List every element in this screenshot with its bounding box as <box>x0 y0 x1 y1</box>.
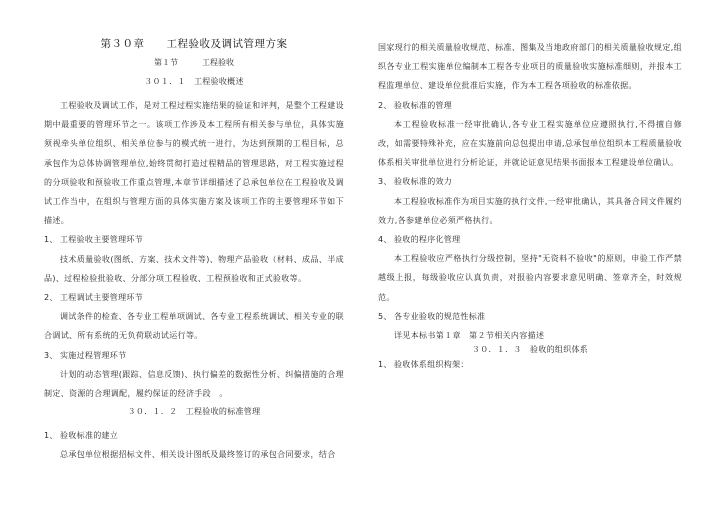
list-paragraph: 本工程验收应严格执行分级控制，坚持"无资料不验收"的原则，申验工作严禁越级上报，每级验收应认真负责，对报验内容要求意见明确、签章齐全，时效规范。 <box>378 254 682 302</box>
list-paragraph: 详见本标书第１章 第２节相关内容描述 <box>394 331 545 341</box>
chapter-title: 第３０章 工程验收及调试管理方案 <box>100 38 288 50</box>
continued-paragraph: 国家现行的相关质量验收规范、标准、图集及当地政府部门的相关质量验收规定,组织各专业工程实施单位编制本工程各专业项目的质量验收实施标准细则，并报本工程监理单位、建设单位批准后实施，作为本工程各项验收的标准依据。 <box>378 43 682 91</box>
list-paragraph: 技术质量验收(图纸、方案、技术文件等)、物理产品验收（材料、成品、半成品)、过程检验批验收、分部分项工程验收、工程预验收和正式验收等。 <box>44 254 344 283</box>
right-column <box>378 38 682 374</box>
list-paragraph: 计划的动态管理(跟踪、信息反馈)、执行偏差的数据性分析、纠偏措施的合理制定、资源的合理调配，履约保证的经济手段 。 <box>44 369 344 399</box>
list-number: 3、 <box>44 350 58 360</box>
list-paragraph: 本工程验收标准一经审批确认,各专业工程实施单位应遵照执行,不得擅自修改，如需要特殊补充，应在实施前向总包提出申请,总承包单位组织本工程质量验收体系相关审批单位进行分析论证，并就论证意见结果书面报本工程建设单位确认。 <box>378 119 682 168</box>
list-heading <box>378 355 682 374</box>
list-heading <box>378 172 682 191</box>
list-number: 1、 <box>44 235 58 245</box>
list-number: 2、 <box>378 100 392 110</box>
list-heading <box>378 96 682 115</box>
left-column <box>44 38 344 465</box>
list-number: 2、 <box>44 293 58 303</box>
list-heading-text: 实施过程管理环节 <box>60 350 127 360</box>
list-heading <box>44 346 344 365</box>
list-number: 4、 <box>378 235 392 245</box>
list-heading-text: 工程调试主要管理环节 <box>60 293 143 303</box>
list-heading <box>378 307 682 326</box>
list-paragraph: 总承包单位根据招标文件、相关设计图纸及最终签订的承包合同要求，结合 <box>60 450 336 460</box>
list-number: 5、 <box>378 311 392 321</box>
list-heading-text: 验收标准的效力 <box>394 177 453 187</box>
list-heading-text: 验收标准的管理 <box>394 100 453 110</box>
list-paragraph: 调试条件的检查、各专业工程单项调试、各专业工程系统调试、相关专业的联合调试、所有系统的无负荷联动试运行等。 <box>44 312 344 341</box>
list-number: 3、 <box>378 177 392 187</box>
subsection-title-overview: ３０１．１ 工程验收概述 <box>144 77 244 86</box>
list-paragraph: 本工程验收标准作为项目实施的执行文件,一经审批确认，其具备合同文件履约效力,各参建单位必须严格执行。 <box>378 196 682 225</box>
list-heading-text: 各专业验收的规范性标准 <box>394 311 486 321</box>
intro-paragraph: 工程验收及调试工作，是对工程过程实施结果的验证和评判，是整个工程建设期中最重要的管理环节之一。该项工作涉及本工程所有相关参与单位，具体实施须视牵头单位组织、相关单位参与的模式统一进行，为达到预期的工程目标，总承包作为总体协调管理单位,始终贯彻打造过程精品的管理思路，对工程实施过程的分项验收和预验收工作重点管理,本章节详细描述了总承包单位在工程验收及调试工作当中，在组织与管理方面的具体实施方案及该项工作的主要管理环节如下描述。 <box>44 101 344 226</box>
list-number: 1、 <box>44 431 58 441</box>
list-heading-text: 工程验收主要管理环节 <box>60 235 143 245</box>
section-title: 第１节 工程验收 <box>154 58 234 67</box>
list-number: 1、 <box>378 360 392 370</box>
subsection-title-standard: ３０．１．２ 工程验收的标准管理 <box>127 407 261 417</box>
list-heading <box>44 288 344 307</box>
list-heading-text: 验收体系组织构架： <box>394 360 469 370</box>
list-heading-text: 验收的程序化管理 <box>394 235 461 245</box>
list-heading <box>44 426 344 445</box>
list-heading <box>44 230 344 249</box>
list-heading <box>378 230 682 249</box>
subsection-title-organization: ３０．１．３ 验收的组织体系 <box>471 345 589 355</box>
list-heading-text: 验收标准的建立 <box>60 431 119 441</box>
